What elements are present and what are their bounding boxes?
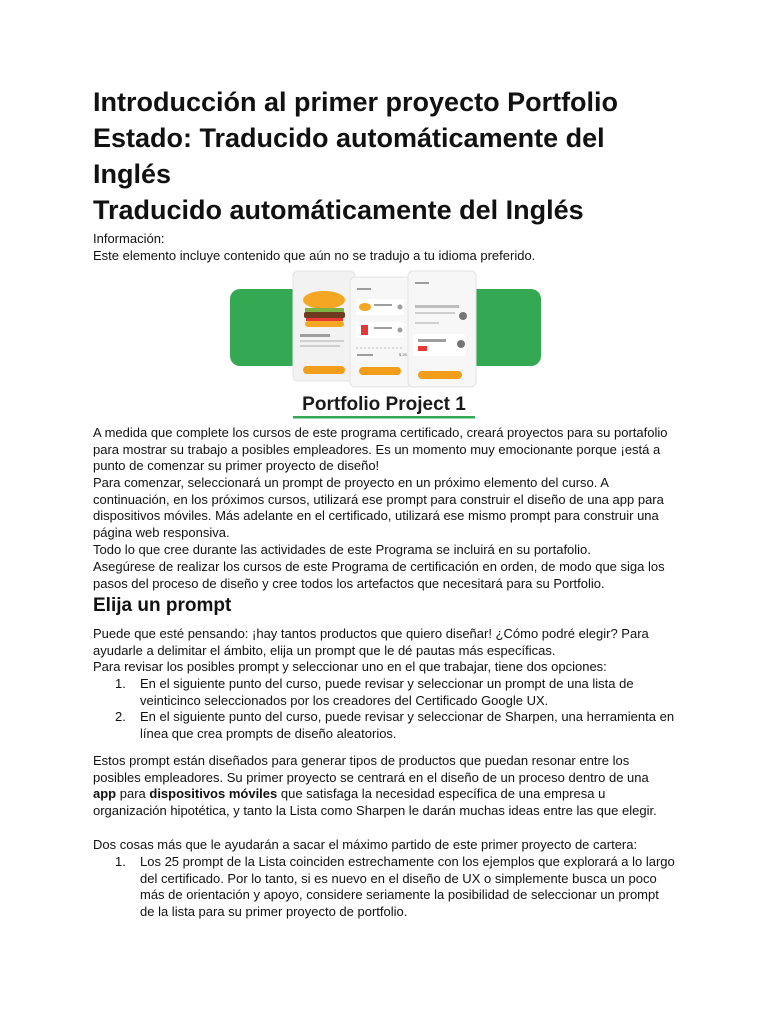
intro-paragraph-2: Para comenzar, seleccionará un prompt de proyecto en un próximo elemento del curso. A continuación, en los próximos cursos, utilizará ese prompt para construir el diseño de una app para dispositivos móviles. Más adelante en el certificado, utilizará ese mismo prompt para construir una página web responsiva. [93, 475, 664, 540]
intro-paragraph-4: Asegúrese de realizar los cursos de este Programa de certificación en orden, de modo que siga los pasos del proceso de diseño y cree todos los artefactos que necesitará para su Portfolio. [93, 559, 665, 591]
list-number: 1. [115, 676, 126, 691]
section-paragraph-4: Dos cosas más que le ayudarán a sacar el máximo partido de este primer proyecto de cartera: [93, 837, 638, 852]
list-item-text: Los 25 prompt de la Lista coinciden estrechamente con los ejemplos que explorará a lo largo del certificado. Por lo tanto, si es nuevo en el diseño de UX o simplemente busca un poco más de orientación y apoyo, considere seriamente la posibilidad de seleccionar un prompt de la lista para su primer proyecto de portfolio. [140, 854, 675, 919]
section-heading: Elija un prompt [93, 595, 232, 616]
price-label: $ 25 [399, 352, 407, 357]
portfolio-hero-image [93, 268, 675, 420]
bold-term-app: app [93, 786, 117, 801]
phone-mockup-2 [350, 277, 412, 387]
list-number: 1. [115, 854, 126, 869]
phone-mockup-1 [293, 271, 355, 381]
info-text: Este elemento incluye contenido que aún no se tradujo a tu idioma preferido. [93, 248, 536, 263]
title-line-1: Introducción al primer proyecto Portfolio [93, 87, 619, 117]
paragraph-text: para [116, 786, 150, 801]
paragraph-text: Estos prompt están diseñados para generar tipos de productos que puedan resonar entre los posibles empleadores. Su primer proyecto se centrará en el diseño de un proceso dentro de una [93, 753, 649, 785]
paragraph-text: que satisfaga la necesidad específica de una empresa u organización hipotética, y tanto la Lista como Sharpen le darán muchas ideas entre las que elegir. [93, 786, 657, 818]
tips-list [93, 854, 675, 920]
list-number: 2. [115, 709, 126, 724]
list-item-text: En el siguiente punto del curso, puede revisar y seleccionar un prompt de una lista de veinticinco seleccionados por los creadores del Certificado Google UX. [140, 676, 634, 708]
list-item-text: En el siguiente punto del curso, puede revisar y seleccionar de Sharpen, una herramienta en línea que crea prompts de diseño aleatorios. [140, 709, 675, 741]
caption-underline [293, 416, 475, 419]
list-item [93, 676, 675, 709]
page-title [93, 84, 713, 228]
title-line-4: Traducido automáticamente del Inglés [93, 195, 584, 225]
section-paragraph-3 [93, 753, 675, 819]
title-line-2: Estado: Traducido automáticamente del [93, 123, 605, 153]
intro-paragraph-3: Todo lo que cree durante las actividades de este Programa se incluirá en su portafolio. [93, 542, 591, 557]
title-line-3: Inglés [93, 159, 172, 189]
options-list [93, 676, 675, 742]
info-notice [93, 231, 693, 264]
list-item [93, 709, 675, 742]
hero-caption: Portfolio Project 1 [302, 394, 466, 415]
phone-mockup-3 [408, 271, 476, 387]
section-paragraph-1: Puede que esté pensando: ¡hay tantos productos que quiero diseñar! ¿Cómo podré elegir? Para ayudarle a delimitar el ámbito, elija un prompt que le dé pautas más específicas. [93, 626, 649, 658]
intro-paragraph-1: A medida que complete los cursos de este programa certificado, creará proyectos para su portafolio para mostrar su trabajo a posibles empleadores. Es un momento muy emocionante porque ¡está a punto de comenzar su primer proyecto de diseño! [93, 425, 668, 473]
section-paragraph-2: Para revisar los posibles prompt y seleccionar uno en el que trabajar, tiene dos opciones: [93, 659, 607, 674]
info-label: Información: [93, 231, 165, 246]
list-item [93, 854, 675, 920]
bold-term-mobile: dispositivos móviles [149, 786, 278, 801]
